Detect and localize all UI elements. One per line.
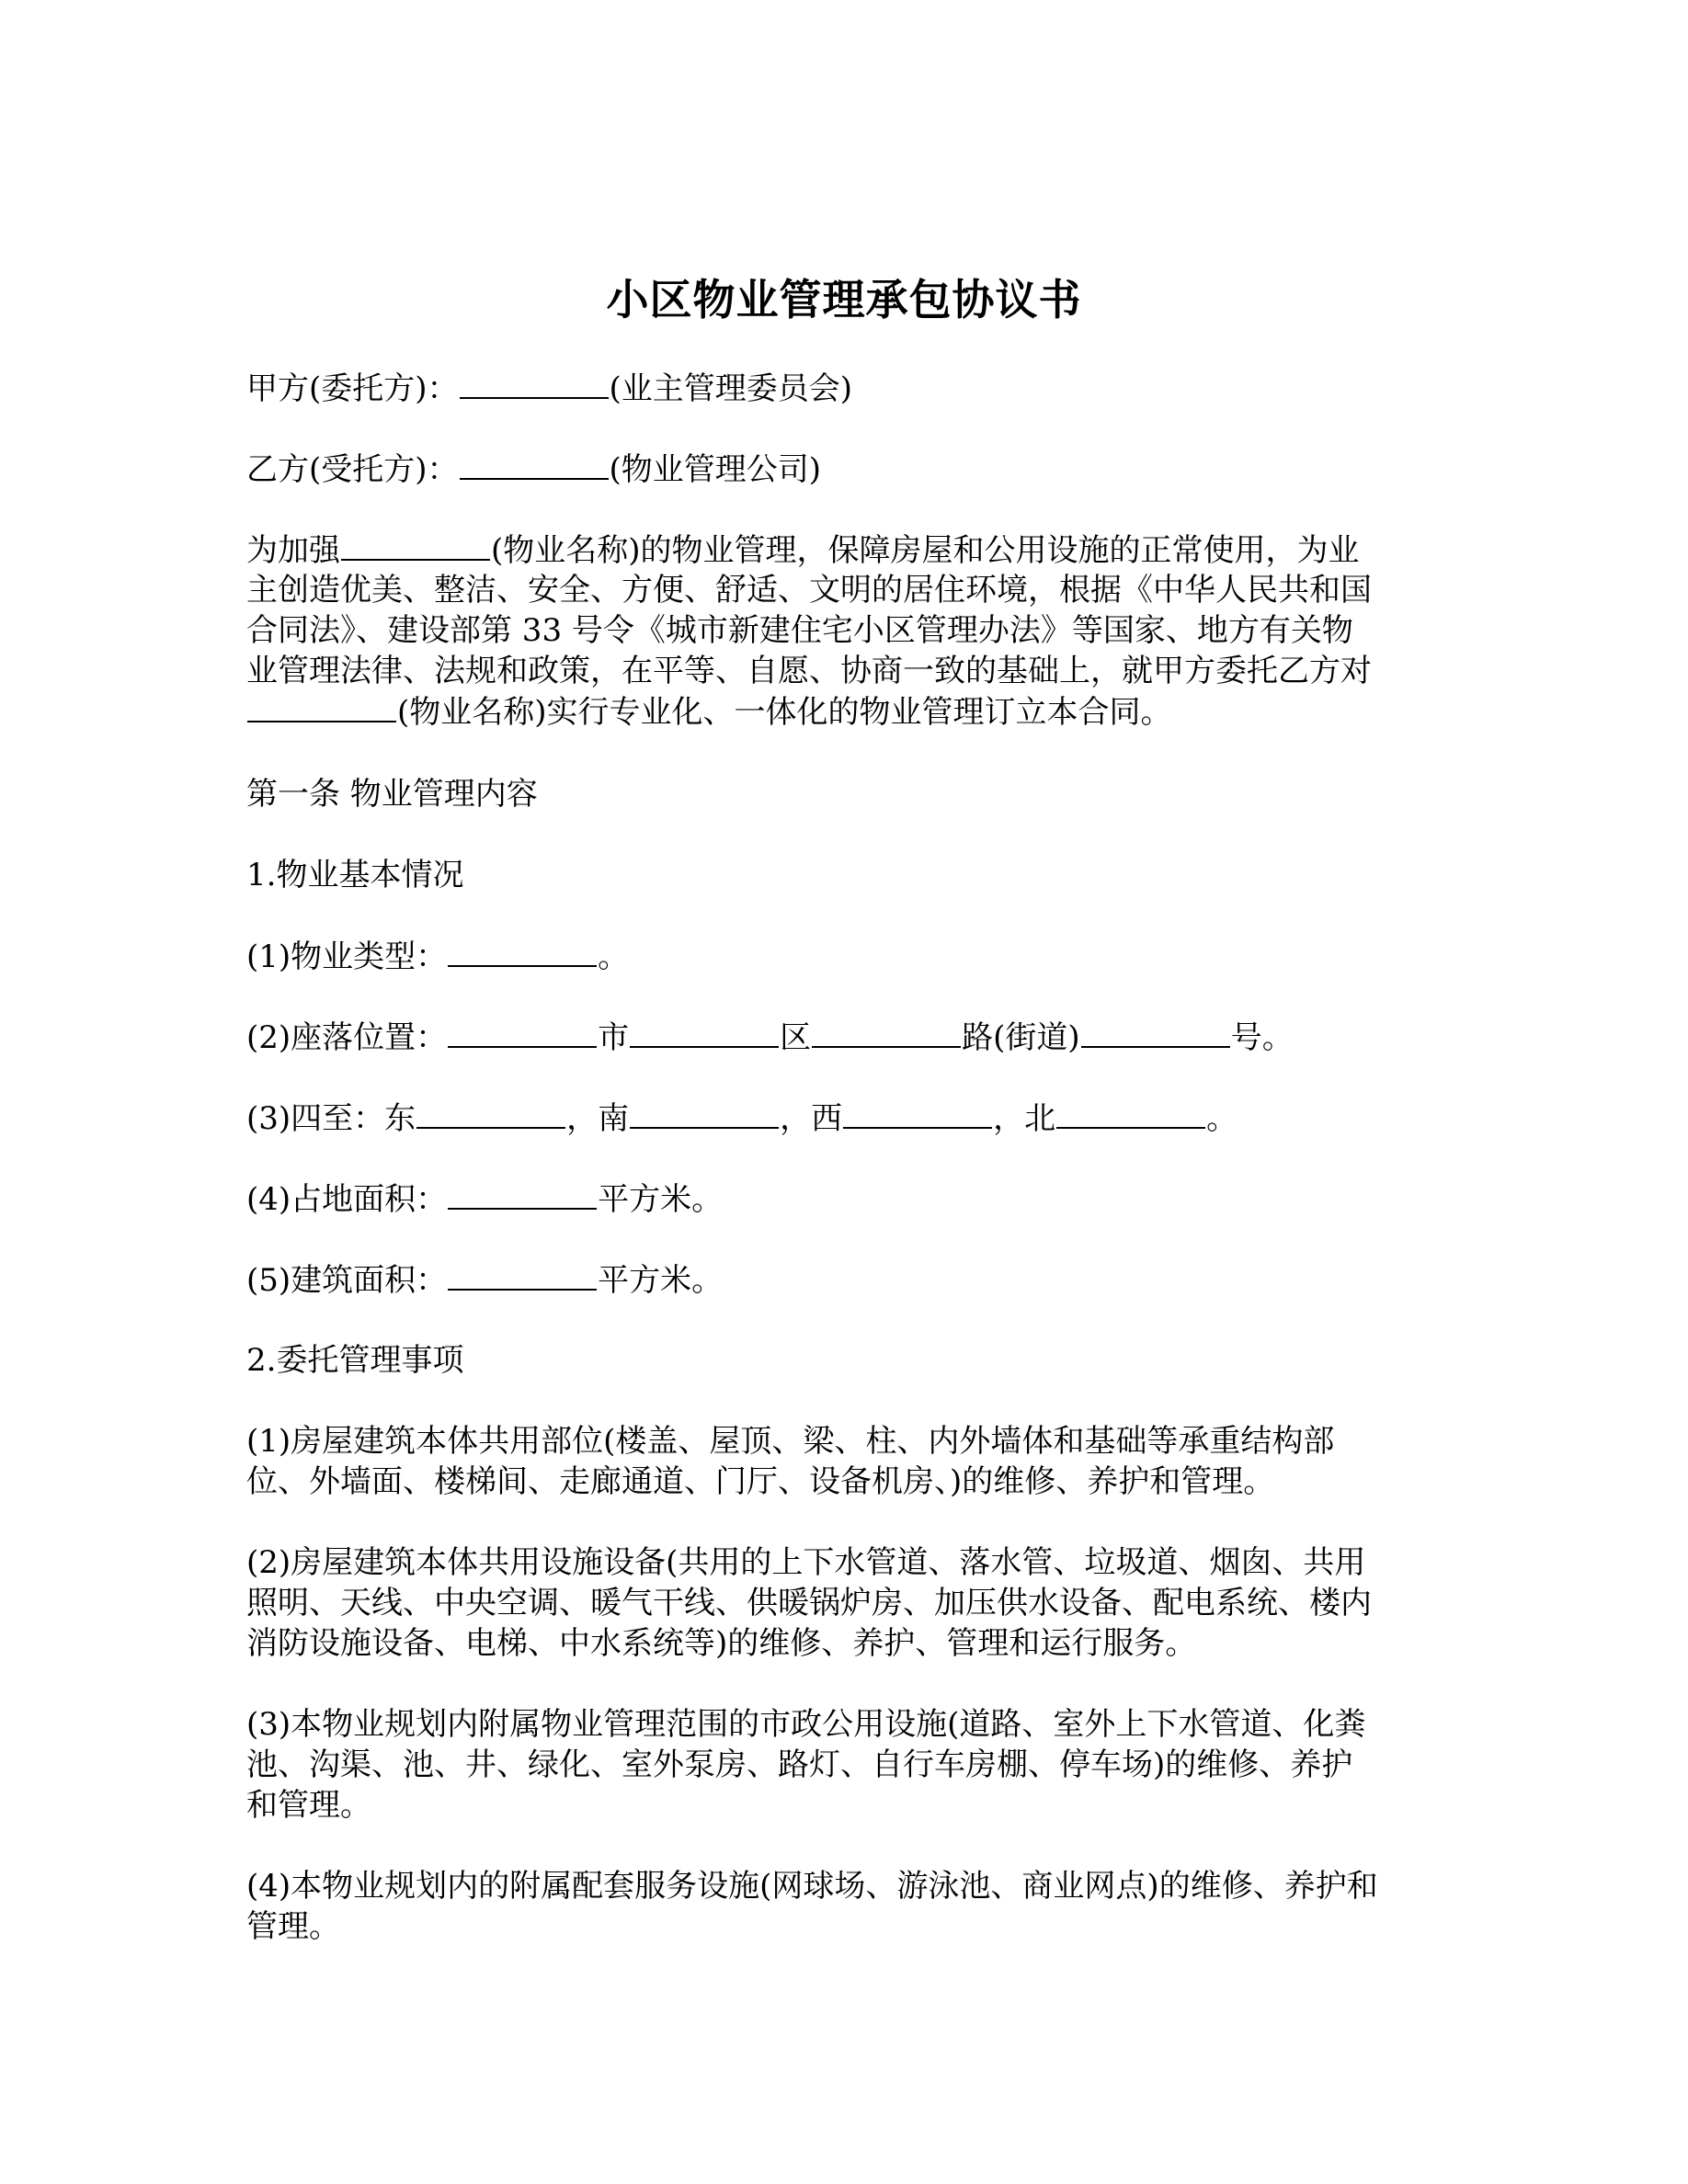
west-blank[interactable] — [843, 1098, 992, 1129]
property-name-blank-2[interactable] — [247, 691, 396, 722]
boundaries-line — [246, 1098, 1442, 1139]
building-area-line — [246, 1259, 1442, 1301]
managed-item-2-line-1: (2)房屋建筑本体共用设施设备(共用的上下水管道、落水管、垃圾道、烟囱、共用 — [246, 1544, 1366, 1581]
document-title: 小区物业管理承包协议书 — [606, 275, 1082, 324]
road-label: 路(街道) — [962, 1019, 1080, 1056]
article-1-heading: 第一条 物业管理内容 — [246, 776, 538, 813]
number-label: 号。 — [1230, 1019, 1294, 1056]
managed-item-2-line-3: 消防设施设备、电梯、中水系统等)的维修、养护、管理和运行服务。 — [246, 1625, 1197, 1662]
preamble-line-1 — [246, 529, 1442, 570]
building-area-label: (5)建筑面积： — [246, 1262, 448, 1299]
preamble-paragraph — [246, 529, 1442, 732]
preamble-line-1-text: (物业名称)的物业管理，保障房屋和公用设施的正常使用，为业 — [491, 532, 1360, 569]
managed-item-3-line-2: 池、沟渠、池、井、绿化、室外泵房、路灯、自行车房棚、停车场)的维修、养护 — [246, 1746, 1353, 1783]
north-blank[interactable] — [1056, 1098, 1205, 1129]
east-blank[interactable] — [416, 1098, 565, 1129]
property-type-line — [246, 936, 1442, 977]
managed-item-3 — [246, 1704, 1442, 1826]
building-area-unit: 平方米。 — [598, 1262, 724, 1299]
managed-item-1-line-1: (1)房屋建筑本体共用部位(楼盖、屋顶、梁、柱、内外墙体和基础等承重结构部 — [246, 1423, 1335, 1460]
managed-item-4 — [246, 1866, 1442, 1947]
party-b-suffix: (物业管理公司) — [609, 451, 822, 488]
preamble-line-4: 业管理法律、法规和政策，在平等、自愿、协商一致的基础上，就甲方委托乙方对 — [246, 653, 1372, 689]
city-label: 市 — [598, 1019, 630, 1056]
managed-item-3-line-3: 和管理。 — [246, 1787, 371, 1824]
managed-item-4-line-1: (4)本物业规划内的附属配套服务设施(网球场、游泳池、商业网点)的维修、养护和 — [246, 1868, 1378, 1905]
property-type-label: (1)物业类型： — [246, 938, 448, 975]
building-area-blank[interactable] — [448, 1259, 597, 1291]
party-b-line — [246, 449, 1442, 490]
north-label: ，北 — [993, 1100, 1056, 1137]
preamble-line-5 — [246, 691, 1442, 732]
party-a-label: 甲方(委托方)： — [246, 370, 459, 407]
party-b-label: 乙方(受托方)： — [246, 451, 459, 488]
party-a-suffix: (业主管理委员会) — [609, 370, 853, 407]
section-1-heading: 1.物业基本情况 — [246, 857, 464, 893]
south-label: ，南 — [566, 1100, 630, 1137]
managed-item-2 — [246, 1542, 1442, 1664]
south-blank[interactable] — [630, 1098, 779, 1129]
managed-item-1 — [246, 1421, 1442, 1502]
managed-item-1-line-2: 位、外墙面、楼梯间、走廊通道、门厅、设备机房、)的维修、养护和管理。 — [246, 1463, 1275, 1500]
preamble-line-3: 合同法》、建设部第 33 号令《城市新建住宅小区管理办法》等国家、地方有关物 — [246, 612, 1353, 649]
managed-item-2-line-2: 照明、天线、中央空调、暖气干线、供暖锅炉房、加压供水设备、配电系统、楼内 — [246, 1585, 1372, 1621]
road-blank[interactable] — [812, 1017, 961, 1048]
party-a-blank[interactable] — [460, 368, 609, 399]
land-area-label: (4)占地面积： — [246, 1181, 448, 1218]
preamble-line-5-text: (物业名称)实行专业化、一体化的物业管理订立本合同。 — [397, 694, 1172, 731]
managed-item-4-line-2: 管理。 — [246, 1908, 340, 1945]
land-area-line — [246, 1178, 1442, 1220]
west-label: ，西 — [780, 1100, 843, 1137]
managed-item-3-line-1: (3)本物业规划内附属物业管理范围的市政公用设施(道路、室外上下水管道、化粪 — [246, 1706, 1366, 1743]
preamble-prefix: 为加强 — [246, 532, 340, 569]
boundaries-label: (3)四至：东 — [246, 1100, 416, 1137]
land-area-blank[interactable] — [448, 1178, 597, 1210]
property-type-end: 。 — [598, 938, 630, 975]
party-a-line — [246, 368, 1442, 409]
location-line — [246, 1017, 1442, 1058]
location-label: (2)座落位置： — [246, 1019, 448, 1056]
party-b-blank[interactable] — [460, 449, 609, 480]
number-blank[interactable] — [1081, 1017, 1230, 1048]
district-blank[interactable] — [630, 1017, 779, 1048]
property-type-blank[interactable] — [448, 936, 597, 967]
land-area-unit: 平方米。 — [598, 1181, 724, 1218]
section-2-heading: 2.委托管理事项 — [246, 1342, 464, 1379]
property-name-blank-1[interactable] — [341, 529, 490, 561]
preamble-line-2: 主创造优美、整洁、安全、方便、舒适、文明的居住环境，根据《中华人民共和国 — [246, 572, 1372, 609]
district-label: 区 — [780, 1019, 812, 1056]
boundaries-end: 。 — [1206, 1100, 1238, 1137]
city-blank[interactable] — [448, 1017, 597, 1048]
